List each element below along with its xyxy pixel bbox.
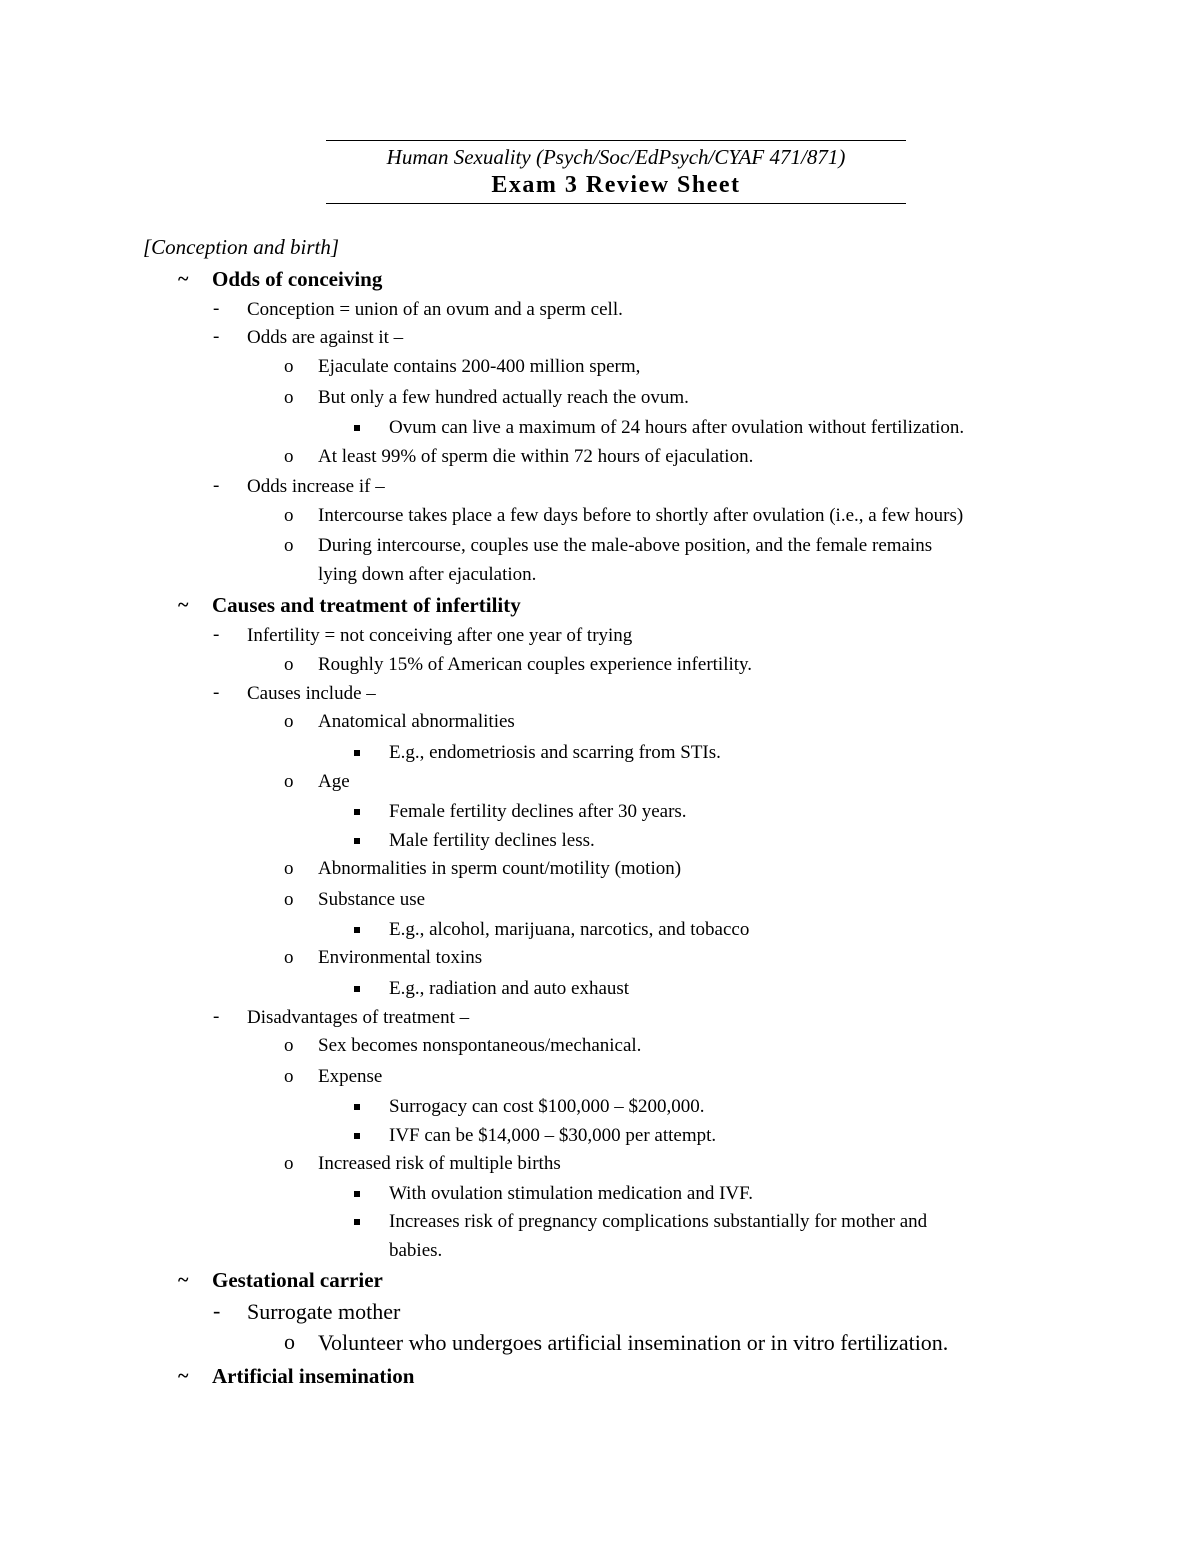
dash-bullet: - (213, 1006, 220, 1027)
list-item: Disadvantages of treatment – (247, 1007, 470, 1028)
circle-bullet: o (284, 1329, 295, 1354)
header-bottom-rule (326, 203, 906, 204)
list-item: E.g., radiation and auto exhaust (389, 978, 630, 999)
circle-bullet: o (284, 858, 294, 879)
exam-title: Exam 3 Review Sheet (491, 172, 741, 198)
list-item: Ejaculate contains 200-400 million sperm, (318, 356, 641, 377)
tilde-bullet: ~ (178, 1365, 189, 1387)
list-item: Anatomical abnormalities (318, 711, 515, 732)
square-bullet (354, 1191, 360, 1197)
dash-bullet: - (213, 298, 220, 319)
list-item: Odds increase if – (247, 476, 385, 497)
section-heading: [Conception and birth] (143, 235, 340, 259)
circle-bullet: o (284, 889, 294, 910)
tilde-bullet: ~ (178, 1269, 189, 1291)
circle-bullet: o (284, 654, 294, 675)
circle-bullet: o (284, 1035, 294, 1056)
circle-bullet: o (284, 505, 294, 526)
header-top-rule (326, 140, 906, 141)
square-bullet (354, 1104, 360, 1110)
list-item: Female fertility declines after 30 years. (389, 801, 687, 822)
topic-heading: Causes and treatment of infertility (212, 593, 521, 617)
course-title: Human Sexuality (Psych/Soc/EdPsych/CYAF 471/871) (386, 145, 846, 169)
square-bullet (354, 1219, 360, 1225)
dash-bullet: - (213, 326, 220, 347)
circle-bullet: o (284, 1153, 294, 1174)
list-item: Conception = union of an ovum and a sperm cell. (247, 299, 623, 320)
tilde-bullet: ~ (178, 594, 189, 616)
list-item: Expense (318, 1066, 383, 1087)
document-header (326, 140, 906, 204)
list-item: E.g., endometriosis and scarring from STIs. (389, 742, 721, 763)
list-item: Increases risk of pregnancy complications substantially for mother and (389, 1211, 928, 1232)
circle-bullet: o (284, 356, 294, 377)
circle-bullet: o (284, 771, 294, 792)
topic-heading: Odds of conceiving (212, 267, 383, 291)
list-item: Male fertility declines less. (389, 830, 595, 851)
circle-bullet: o (284, 1066, 294, 1087)
dash-bullet: - (213, 682, 220, 703)
list-item: With ovulation stimulation medication and IVF. (389, 1183, 753, 1204)
list-item-continuation: lying down after ejaculation. (318, 564, 537, 585)
list-item: Ovum can live a maximum of 24 hours after ovulation without fertilization. (389, 417, 965, 438)
dash-bullet: - (213, 1298, 221, 1323)
list-item: Substance use (318, 889, 426, 910)
list-item: Infertility = not conceiving after one year of trying (247, 625, 633, 646)
circle-bullet: o (284, 535, 294, 556)
tilde-bullet: ~ (178, 268, 189, 290)
list-item: IVF can be $14,000 – $30,000 per attempt. (389, 1125, 717, 1146)
list-item: Increased risk of multiple births (318, 1153, 561, 1174)
square-bullet (354, 750, 360, 756)
list-item: Roughly 15% of American couples experience infertility. (318, 654, 753, 675)
square-bullet (354, 425, 360, 431)
square-bullet (354, 927, 360, 933)
list-item: Odds are against it – (247, 327, 404, 348)
list-item: Abnormalities in sperm count/motility (motion) (318, 858, 682, 879)
list-item: Surrogacy can cost $100,000 – $200,000. (389, 1096, 705, 1117)
list-item: During intercourse, couples use the male-above position, and the female remains (318, 535, 933, 556)
square-bullet (354, 809, 360, 815)
topic-heading: Artificial insemination (212, 1364, 415, 1388)
list-item: Volunteer who undergoes artificial insemination or in vitro fertilization. (318, 1330, 949, 1355)
list-item: Sex becomes nonspontaneous/mechanical. (318, 1035, 642, 1056)
circle-bullet: o (284, 446, 294, 467)
dash-bullet: - (213, 624, 220, 645)
list-item: But only a few hundred actually reach the ovum. (318, 387, 689, 408)
list-item: At least 99% of sperm die within 72 hours of ejaculation. (318, 446, 754, 467)
list-item-continuation: babies. (389, 1240, 443, 1261)
circle-bullet: o (284, 387, 294, 408)
dash-bullet: - (213, 475, 220, 496)
circle-bullet: o (284, 711, 294, 732)
list-item: Environmental toxins (318, 947, 483, 968)
square-bullet (354, 986, 360, 992)
topic-heading: Gestational carrier (212, 1268, 383, 1292)
square-bullet (354, 838, 360, 844)
list-item: Age (318, 771, 350, 792)
list-item: Causes include – (247, 683, 376, 704)
circle-bullet: o (284, 947, 294, 968)
list-item: Intercourse takes place a few days before to shortly after ovulation (i.e., a few hours) (318, 505, 964, 526)
square-bullet (354, 1133, 360, 1139)
list-item: Surrogate mother (247, 1299, 401, 1324)
list-item: E.g., alcohol, marijuana, narcotics, and tobacco (389, 919, 750, 940)
